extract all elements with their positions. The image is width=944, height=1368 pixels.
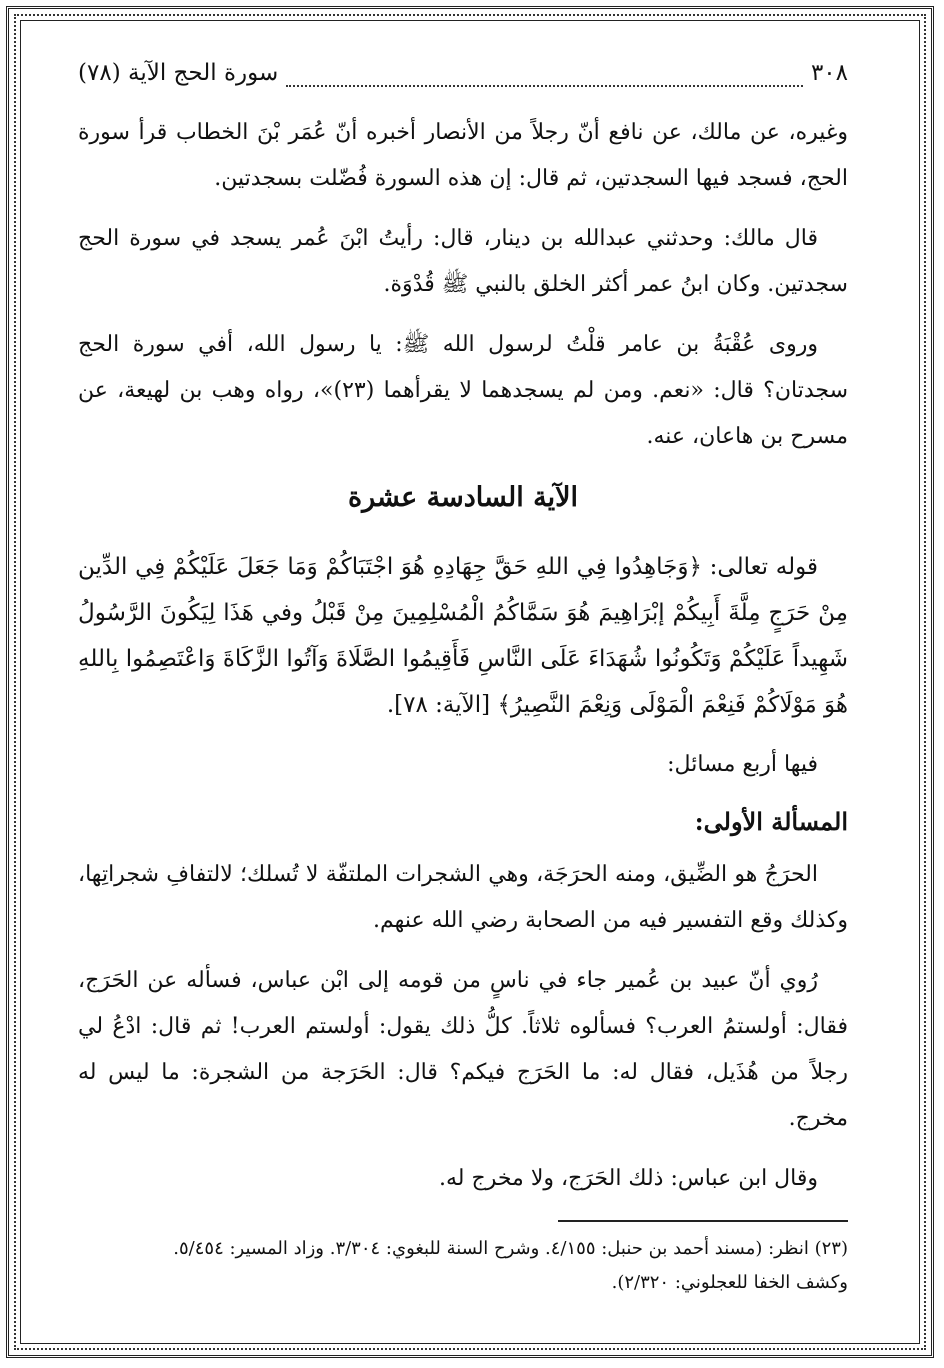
paragraph: وقال ابن عباس: ذلك الحَرَج، ولا مخرج له.: [439, 1166, 818, 1191]
paragraph: وروى عُقْبَةُ بن عامر قلْتُ لرسول الله ﷺ: يا رسول الله، أفي سورة الحج سجدتان؟ قال: «نعم. ومن لم يسجدهما لا يقرأهما (٢٣)»، رواه وهب بن لهيعة، عن مسرح بن هاعان، عنه.: [78, 332, 848, 449]
verse-paragraph: قوله تعالى: ﴿وَجَاهِدُوا فِي اللهِ حَقَّ جِهَادِهِ هُوَ اجْتَبَاكُمْ وَمَا جَعَلَ عَلَيْكُمْ فِي الدِّين مِنْ حَرَجٍ مِلَّةَ أَبِيكُمْ إبْرَاهِيمَ هُوَ سَمَّاكُمُ الْمُسْلِمِينَ مِنْ قَبْلُ وفي هَذَا لِيَكُونَ الرَّسُولُ شَهِيداً عَلَيْكُمْ وَتَكُونُوا شُهَدَاءَ عَلَى النَّاسِ فَأَقِيمُوا الصَّلَاةَ وَآتُوا الزَّكَاةَ وَاعْتَصِمُوا بِاللهِ هُوَ مَوْلَاكُمْ فَنِعْمَ الْمَوْلَى وَنِعْمَ النَّصِيرُ﴾ [الآية: ٧٨].: [78, 554, 848, 718]
section-title: الآية السادسة عشرة: [347, 482, 579, 513]
paragraph: وغيره، عن مالك، عن نافع أنّ رجلاً من الأنصار أخبره أنّ عُمَر بْنَ الخطاب قرأ سورة الحج، فسجد فيها السجدتين، ثم قال: إن هذه السورة فُضّلت بسجدتين.: [78, 120, 848, 191]
paragraph: رُوي أنّ عبيد بن عُمير جاء في ناسٍ من قومه إلى ابْن عباس، فسأله عن الحَرَج، فقال: أولستمُ العرب؟ فسألوه ثلاثاً. كلُّ ذلك يقول: أولستم العرب! ثم قال: ادْعُ لي رجلاً من هُذَيل، فقال له: ما الحَرَج فيكم؟ قال: الحَرَجة من الشجرة: ما ليس له مخرج.: [78, 968, 849, 1131]
book-page: [78, 60, 848, 1300]
paragraph: الحرَجُ هو الضِّيق، ومنه الحرَجَة، وهي الشجرات الملتفّة لا تُسلك؛ لالتفافِ شجراتِها، وكذلك وقع التفسير فيه من الصحابة رضي الله عنهم.: [78, 862, 848, 933]
footnote-line: وكشف الخفا للعجلوني: ٢/٣٢٠).: [611, 1272, 848, 1293]
issues-intro: فيها أربع مسائل:: [667, 752, 818, 777]
header-dotted-leader: [286, 84, 803, 87]
running-header: [78, 60, 848, 110]
paragraph: قال مالك: وحدثني عبدالله بن دينار، قال: رأيتُ ابْنَ عُمر يسجد في سورة الحج سجدتين. وكان ابنُ عمر أكثر الخلق بالنبي ﷺ قُدْوَة.: [78, 226, 848, 297]
running-title: سورة الحج الآية (٧٨): [78, 60, 279, 86]
footnote-line: (٢٣) انظر: (مسند أحمد بن حنبل: ٤/١٥٥. وشرح السنة للبغوي: ٣/٣٠٤. وزاد المسير: ٥/٤٥٤.: [173, 1238, 848, 1259]
footnote-separator: [558, 1220, 848, 1222]
issue-heading: المسألة الأولى:: [694, 807, 848, 836]
page-number: ٣٠٨: [810, 60, 848, 86]
